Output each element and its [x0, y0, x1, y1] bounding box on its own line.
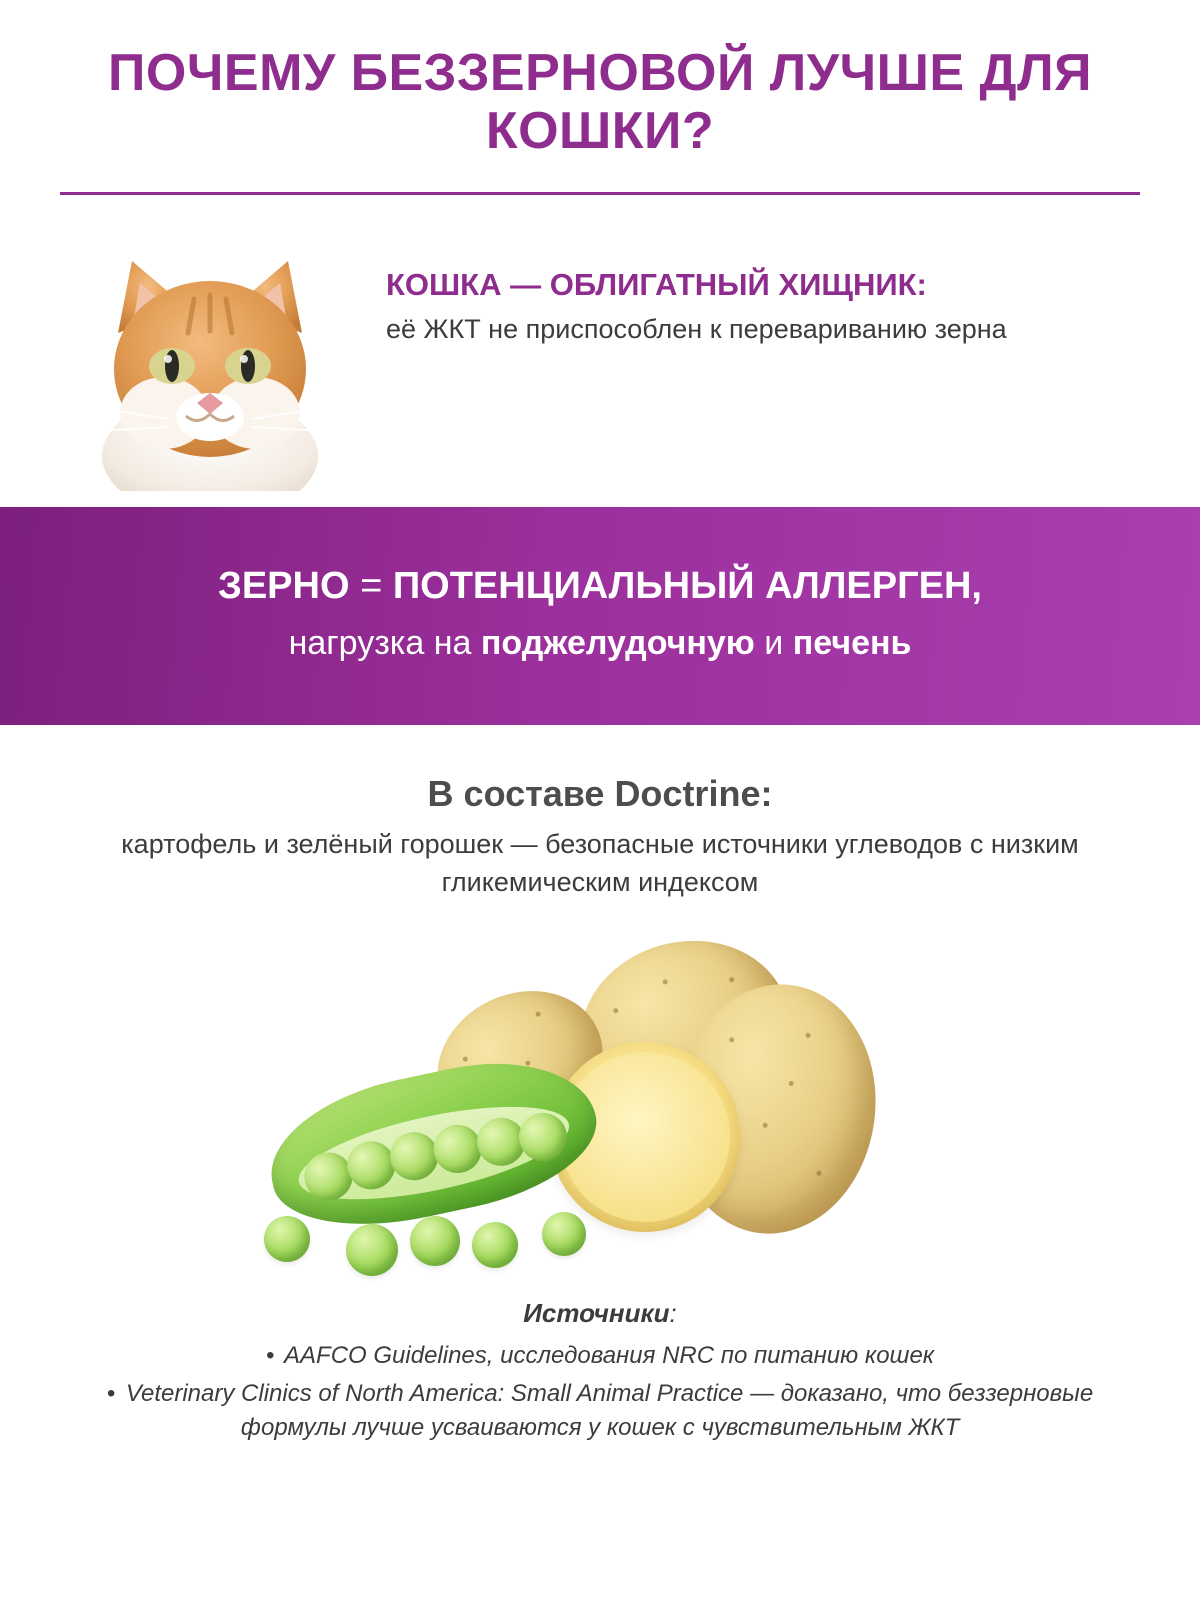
banner-and-text: и	[754, 623, 793, 662]
loose-pea	[542, 1212, 586, 1256]
loose-pea	[346, 1224, 398, 1276]
bullet-icon: •	[106, 1379, 120, 1407]
banner-line-1	[50, 563, 1150, 611]
cat-section	[0, 195, 1200, 491]
cat-text-block	[360, 229, 1140, 347]
banner-pancreas-word: поджелудочную	[480, 623, 755, 662]
loose-pea	[264, 1216, 310, 1262]
sources-title-colon: :	[669, 1297, 677, 1328]
list-item	[62, 1377, 1138, 1445]
allergen-banner	[0, 507, 1200, 725]
banner-allergen-word: ПОТЕНЦИАЛЬНЫЙ АЛЛЕРГЕН,	[392, 565, 982, 608]
list-item	[62, 1339, 1138, 1373]
source-text: AAFCO Guidelines, исследования NRC по питанию кошек	[284, 1341, 935, 1369]
composition-title: В составе Doctrine:	[427, 773, 773, 815]
sources-title	[62, 1298, 1138, 1329]
loose-pea	[410, 1216, 460, 1266]
cat-photo	[60, 241, 360, 491]
banner-line-2	[50, 621, 1150, 665]
composition-section	[0, 725, 1200, 902]
sources-list	[62, 1339, 1138, 1445]
sources-title-label: Источники	[523, 1297, 670, 1328]
banner-liver-word: печень	[792, 623, 912, 662]
source-text: Veterinary Clinics of North America: Small Animal Practice — доказано, что беззерновые формулы лучше усваиваются у кошек с чувствительным ЖКТ	[125, 1379, 1094, 1441]
page-title: ПОЧЕМУ БЕЗЗЕРНОВОЙ ЛУЧШЕ ДЛЯ КОШКИ?	[108, 44, 1092, 161]
page-header	[0, 0, 1200, 195]
sources-section	[0, 1274, 1200, 1445]
bullet-icon: •	[265, 1341, 279, 1369]
loose-pea	[472, 1222, 518, 1268]
cat-claim-subtitle: её ЖКТ не приспособлен к перевариванию зерна	[386, 314, 1007, 345]
banner-equals: =	[349, 565, 393, 608]
composition-text: картофель и зелёный горошек — безопасные источники углеводов с низким гликемическим индексом	[121, 829, 1079, 898]
banner-grain-word: ЗЕРНО	[218, 565, 350, 608]
cat-claim-title: КОШКА — ОБЛИГАТНЫЙ ХИЩНИК:	[386, 267, 927, 303]
produce-photo	[250, 924, 950, 1274]
banner-load-text: нагрузка на	[288, 623, 481, 662]
cat-illustration	[60, 241, 360, 491]
